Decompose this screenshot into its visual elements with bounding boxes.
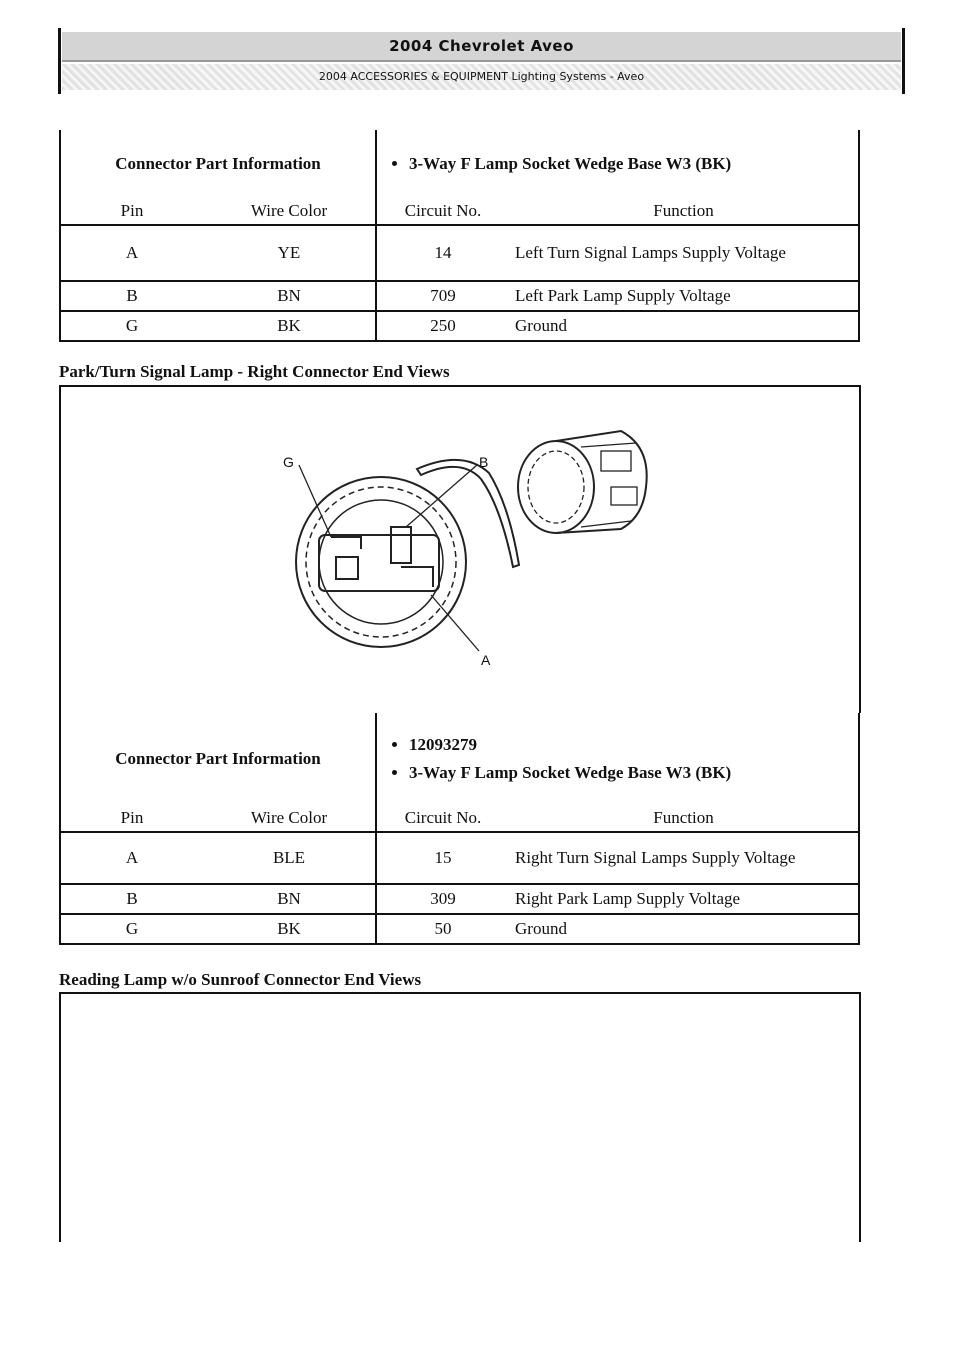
cell-pin: B (126, 889, 138, 908)
col-header-function: Function (509, 805, 859, 832)
cpi-item: • 3-Way F Lamp Socket Wedge Base W3 (BK) (409, 762, 852, 784)
table-row (60, 914, 859, 944)
header-right-rule (902, 28, 905, 94)
cpi-row (60, 713, 859, 805)
cpi-value-cell (376, 713, 859, 805)
cpi-value-cell (376, 130, 859, 198)
page-header (58, 28, 905, 94)
col-header-circuit: Circuit No. (376, 805, 509, 832)
cpi-list (383, 153, 852, 175)
socket-outer-ring (296, 477, 466, 647)
cell-function: Ground (515, 919, 567, 938)
table-row (60, 832, 859, 884)
header-title: 2004 Chevrolet Aveo (62, 32, 901, 62)
cpi-row (60, 130, 859, 198)
cell-pin: G (125, 919, 139, 938)
cell-wire-color: BN (277, 286, 301, 305)
right-connector-table (59, 713, 860, 945)
cell-circuit: 709 (376, 281, 509, 311)
table-row (60, 225, 859, 281)
cpi-label: Connector Part Information (60, 130, 376, 198)
lamp-socket-side-view (518, 431, 647, 533)
cell-wire-color: BK (277, 316, 301, 335)
cell-function: Ground (515, 316, 567, 335)
cell-pin: G (125, 316, 139, 335)
cell-circuit: 309 (376, 884, 509, 914)
cpi-item: • 3-Way F Lamp Socket Wedge Base W3 (BK) (409, 153, 852, 175)
col-header-wire-color: Wire Color (250, 201, 328, 220)
table-row (60, 311, 859, 341)
cell-pin: A (125, 848, 139, 867)
col-header-wire-color: Wire Color (250, 808, 328, 827)
cell-function: Right Turn Signal Lamps Supply Voltage (515, 848, 796, 867)
table-row (60, 884, 859, 914)
col-header-circuit: Circuit No. (376, 198, 509, 225)
col-header-pin: Pin (60, 805, 203, 832)
cell-wire-color: YE (277, 243, 301, 262)
cell-circuit: 15 (376, 832, 509, 884)
cell-circuit: 50 (376, 914, 509, 944)
cell-circuit: 14 (376, 225, 509, 281)
cpi-label: Connector Part Information (60, 713, 376, 805)
cell-circuit: 250 (376, 311, 509, 341)
socket-clip (417, 460, 519, 567)
cell-wire-color: BN (277, 889, 301, 908)
diagram-box (59, 385, 861, 713)
cpi-item: • 12093279 (409, 734, 852, 756)
connector-diagram (61, 387, 859, 713)
terminal-g (336, 557, 358, 579)
cell-pin: B (126, 286, 138, 305)
table-header-row (60, 805, 859, 832)
col-header-function: Function (509, 198, 859, 225)
reading-lamp-diagram-box (59, 992, 861, 1242)
cell-pin: A (125, 243, 139, 262)
terminal-b (391, 527, 411, 563)
socket-face (319, 500, 443, 624)
socket-inner-ring (306, 487, 456, 637)
left-connector-table (59, 130, 860, 342)
table-row (60, 281, 859, 311)
cell-function: Left Park Lamp Supply Voltage (515, 286, 731, 305)
cpi-list (383, 734, 852, 784)
section-caption-reading-lamp: Reading Lamp w/o Sunroof Connector End Views (59, 970, 422, 989)
header-left-rule (58, 28, 61, 94)
col-header-pin: Pin (60, 198, 203, 225)
table-header-row (60, 198, 859, 225)
cell-function: Left Turn Signal Lamps Supply Voltage (515, 243, 786, 262)
label-a: A (481, 652, 491, 668)
cell-wire-color: BLE (272, 848, 306, 867)
header-subtitle: 2004 ACCESSORIES & EQUIPMENT Lighting Systems - Aveo (62, 64, 901, 90)
cell-function: Right Park Lamp Supply Voltage (515, 889, 741, 908)
label-b: B (479, 454, 489, 470)
section-caption-right: Park/Turn Signal Lamp - Right Connector End Views (59, 362, 450, 381)
cell-wire-color: BK (277, 919, 301, 938)
label-g: G (283, 454, 294, 470)
